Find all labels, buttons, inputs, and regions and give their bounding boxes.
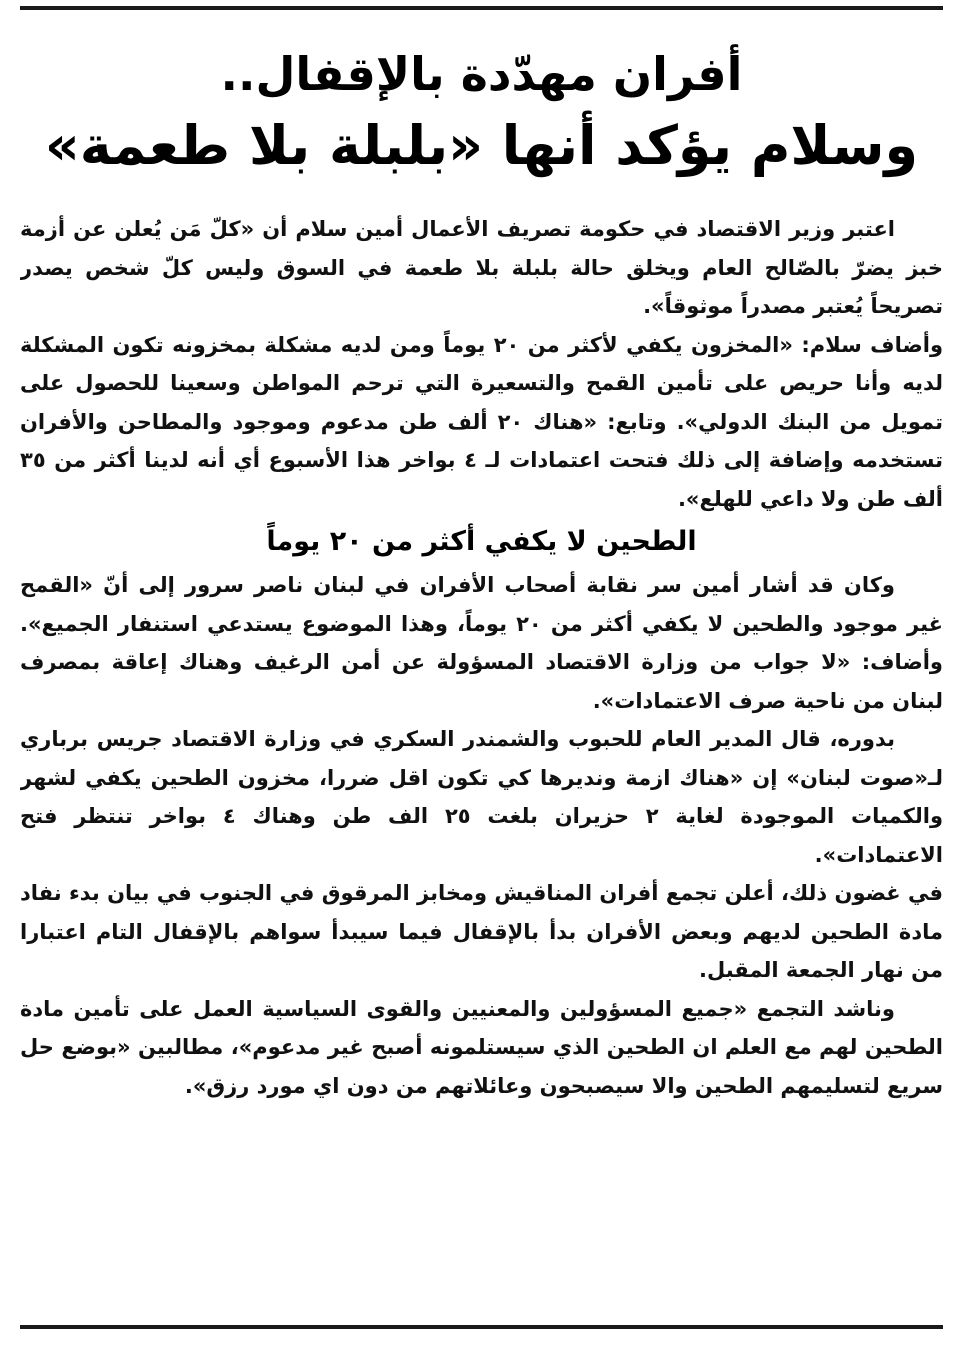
paragraph-3: وكان قد أشار أمين سر نقابة أصحاب الأفران في لبنان ناصر سرور إلى أنّ «القمح غير موجود والطحين لا يكفي أكثر من ٢٠ يوماً، وهذا الموضوع يستدعي استنفار الجميع». وأضاف: «لا جواب من وزارة الاقتصاد المسؤولة عن أمن الرغيف وهناك إعاقة بمصرف لبنان من ناحية صرف الاعتمادات». (20, 573, 943, 713)
paragraph-5: في غضون ذلك، أعلن تجمع أفران المناقيش ومخابز المرقوق في الجنوب في بيان بدء نفاد مادة الطحين لديهم وبعض الأفران بدأ بالإقفال فيما سيبدأ سواهم بالإقفال التام اعتبارا من نهار الجمعة المقبل. (20, 881, 943, 982)
top-rule (20, 6, 943, 10)
paragraph-2: وأضاف سلام: «المخزون يكفي لأكثر من ٢٠ يوماً ومن لديه مشكلة بمخزونه تكون المشكلة لديه وأنا حريص على تأمين القمح والتسعيرة التي ترحم المواطن وسعينا للحصول على تمويل من البنك الدولي». وتابع: «هناك ٢٠ ألف طن مدعوم وموجود والمطاحن والأفران تستخدمه وإضافة إلى ذلك فتحت اعتمادات لـ ٤ بواخر هذا الأسبوع أي أنه لدينا أكثر من ٣٥ ألف طن ولا داعي للهلع». (20, 332, 943, 511)
paragraph-4: بدوره، قال المدير العام للحبوب والشمندر السكري في وزارة الاقتصاد جريس برباري لـ«صوت لبنان» إن «هناك ازمة ونديرها كي تكون اقل ضررا، مخزون الطحين يكفي لشهر والكميات الموجودة لغاية ٢ حزيران بلغت ٢٥ الف طن وهناك ٤ بواخر تنتظر فتح الاعتمادات». (20, 727, 943, 867)
bottom-rule (20, 1325, 943, 1329)
headline-line-2: وسلام يؤكد أنها «بلبلة بلا طعمة» (44, 114, 919, 177)
headline (20, 40, 943, 184)
paragraph-1: اعتبر وزير الاقتصاد في حكومة تصريف الأعمال أمين سلام أن «كلّ مَن يُعلن عن أزمة خبز يضرّ بالصّالح العام ويخلق حالة بلبلة بلا طعمة في السوق وليس كلّ شخص يصدر تصريحاً يُعتبر مصدراً موثوقاً». (20, 217, 943, 318)
article-body (20, 210, 943, 1105)
news-article (20, 40, 943, 1310)
subheading: الطحين لا يكفي أكثر من ٢٠ يوماً (266, 526, 697, 557)
headline-line-1: أفران مهدّدة بالإقفال.. (220, 47, 743, 101)
paragraph-6: وناشد التجمع «جميع المسؤولين والمعنيين والقوى السياسية العمل على تأمين مادة الطحين لهم مع العلم ان الطحين الذي سيستلمونه أصبح غير مدعوم»، مطالبين «بوضع حل سريع لتسليمهم الطحين والا سيصبحون وعائلاتهم من دون اي مورد رزق». (20, 996, 943, 1098)
